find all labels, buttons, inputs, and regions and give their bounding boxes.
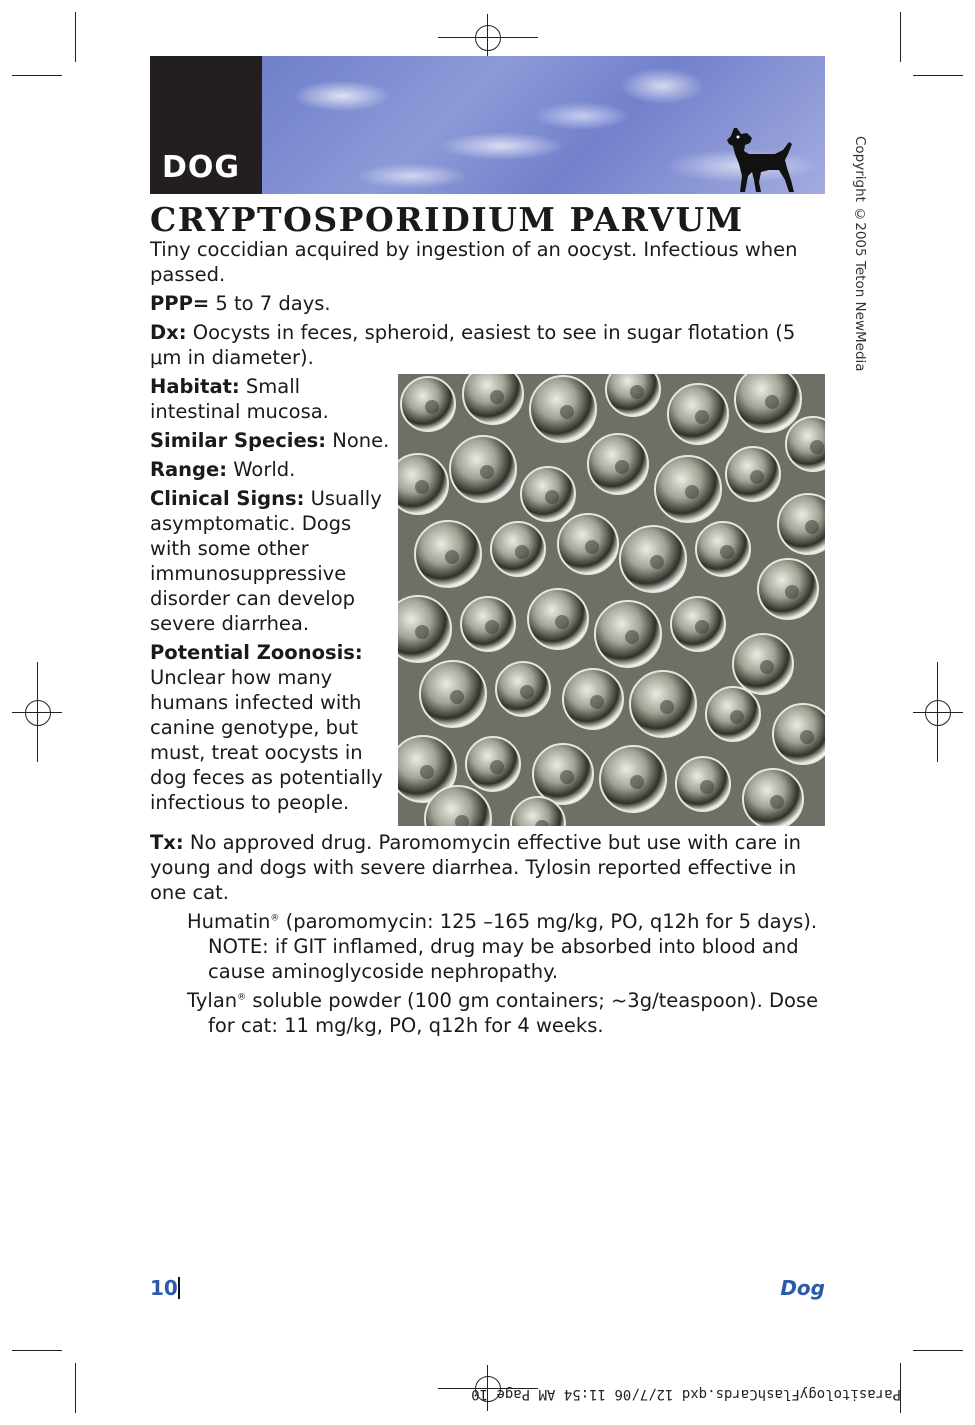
oocyst-shape <box>773 704 825 764</box>
oocyst-nucleus <box>425 400 439 414</box>
habitat-text: Small intestinal mucosa. <box>150 375 329 423</box>
oocyst-nucleus <box>720 545 734 559</box>
oocyst-nucleus <box>760 660 774 674</box>
oocyst-nucleus <box>520 685 534 699</box>
oocyst-nucleus <box>810 440 824 454</box>
ppp-label: PPP= <box>150 292 210 315</box>
print-slug: ParasitologyFlashCards.qxd 12/7/06 11:54 AM Page 10 <box>471 1386 901 1402</box>
oocyst-micrograph <box>398 374 825 826</box>
registration-mark <box>25 700 51 726</box>
oocyst-nucleus <box>765 395 779 409</box>
oocyst-nucleus <box>650 555 664 569</box>
oocyst-nucleus <box>770 795 784 809</box>
oocyst-nucleus <box>785 585 799 599</box>
section-tab <box>150 56 262 194</box>
oocyst-nucleus <box>685 485 699 499</box>
footer-divider <box>178 1277 180 1299</box>
zoonosis-text: Unclear how many humans infected with canine genotype, but must, treat oocysts in dog feces as potentially infectious to people. <box>150 666 383 814</box>
oocyst-nucleus <box>590 695 604 709</box>
page-number: 10 <box>150 1276 178 1300</box>
crop-mark <box>75 12 76 62</box>
tx-entry <box>150 830 825 905</box>
crop-mark <box>75 1363 76 1413</box>
registration-mark <box>925 700 951 726</box>
oocyst-nucleus <box>730 710 744 724</box>
oocyst-nucleus <box>560 770 574 784</box>
footer-section: Dog <box>780 1276 825 1300</box>
intro-text: Tiny coccidian acquired by ingestion of an oocyst. Infectious when passed. <box>150 238 798 286</box>
oocyst-nucleus <box>490 760 504 774</box>
oocyst-nucleus <box>660 700 674 714</box>
dx-entry <box>150 320 825 370</box>
oocyst-nucleus <box>485 620 499 634</box>
crop-mark <box>12 1350 62 1351</box>
drug-tylan <box>150 988 825 1038</box>
header-banner <box>150 56 825 194</box>
oocyst-nucleus <box>415 480 429 494</box>
oocyst-nucleus <box>480 465 494 479</box>
dx-text: Oocysts in feces, spheroid, easiest to see in sugar flotation (5 μm in diameter). <box>150 321 796 369</box>
dx-label: Dx: <box>150 321 187 344</box>
habitat-label: Habitat: <box>150 375 240 398</box>
oocyst-nucleus <box>700 780 714 794</box>
oocyst-nucleus <box>585 540 599 554</box>
section-label: DOG <box>162 150 241 185</box>
oocyst-nucleus <box>545 490 559 504</box>
ppp-entry <box>150 291 825 316</box>
oocyst-nucleus <box>515 545 529 559</box>
drug-humatin <box>150 909 825 984</box>
crop-mark <box>913 75 963 76</box>
dog-silhouette-icon <box>719 124 807 194</box>
oocyst-nucleus <box>695 410 709 424</box>
drug-name: Humatin <box>187 910 271 933</box>
crop-mark <box>900 12 901 62</box>
oocyst-nucleus <box>555 615 569 629</box>
zoonosis-label: Potential Zoonosis: <box>150 641 363 664</box>
drug-name: Tylan <box>187 989 238 1012</box>
registered-mark: ® <box>237 992 247 1003</box>
tx-text: No approved drug. Paromomycin effective but use with care in young and dogs with severe diarrhea. Tylosin reported effective in one cat. <box>150 831 802 904</box>
drug-text: soluble powder (100 gm containers; ~3g/teaspoon). Dose for cat: 11 mg/kg, PO, q12h for 4 weeks. <box>208 989 819 1037</box>
oocyst-nucleus <box>695 620 709 634</box>
clinical-signs-text: Usually asymptomatic. Dogs with some other immunosuppressive disorder can develop severe diarrhea. <box>150 487 382 635</box>
oocyst-nucleus <box>625 630 639 644</box>
page-title: CRYPTOSPORIDIUM PARVUM <box>150 200 744 239</box>
range-text: World. <box>227 458 296 481</box>
card-content <box>150 237 825 1042</box>
oocyst-nucleus <box>615 460 629 474</box>
oocyst-nucleus <box>490 390 504 404</box>
range-label: Range: <box>150 458 228 481</box>
registered-mark: ® <box>270 913 280 924</box>
drug-text: (paromomycin: 125 –165 mg/kg, PO, q12h for 5 days). NOTE: if GIT inflamed, drug may be absorbed into blood and cause aminoglycoside nephropathy. <box>208 910 818 983</box>
copyright-text: Copyright ©2005 Teton NewMedia <box>852 136 868 372</box>
similar-species-text: None. <box>326 429 390 452</box>
oocyst-nucleus <box>805 520 819 534</box>
registration-mark <box>475 25 501 51</box>
oocyst-nucleus <box>420 765 434 779</box>
crop-mark <box>913 1350 963 1351</box>
micrograph-image <box>398 374 825 826</box>
oocyst-nucleus <box>445 550 459 564</box>
oocyst-nucleus <box>630 385 644 399</box>
oocyst-nucleus <box>450 690 464 704</box>
similar-species-label: Similar Species: <box>150 429 327 452</box>
crop-mark <box>12 75 62 76</box>
ppp-text: 5 to 7 days. <box>209 292 331 315</box>
oocyst-nucleus <box>800 730 814 744</box>
clinical-signs-label: Clinical Signs: <box>150 487 305 510</box>
oocyst-nucleus <box>560 405 574 419</box>
tx-label: Tx: <box>150 831 184 854</box>
oocyst-nucleus <box>415 625 429 639</box>
oocyst-nucleus <box>630 775 644 789</box>
oocyst-nucleus <box>750 470 764 484</box>
